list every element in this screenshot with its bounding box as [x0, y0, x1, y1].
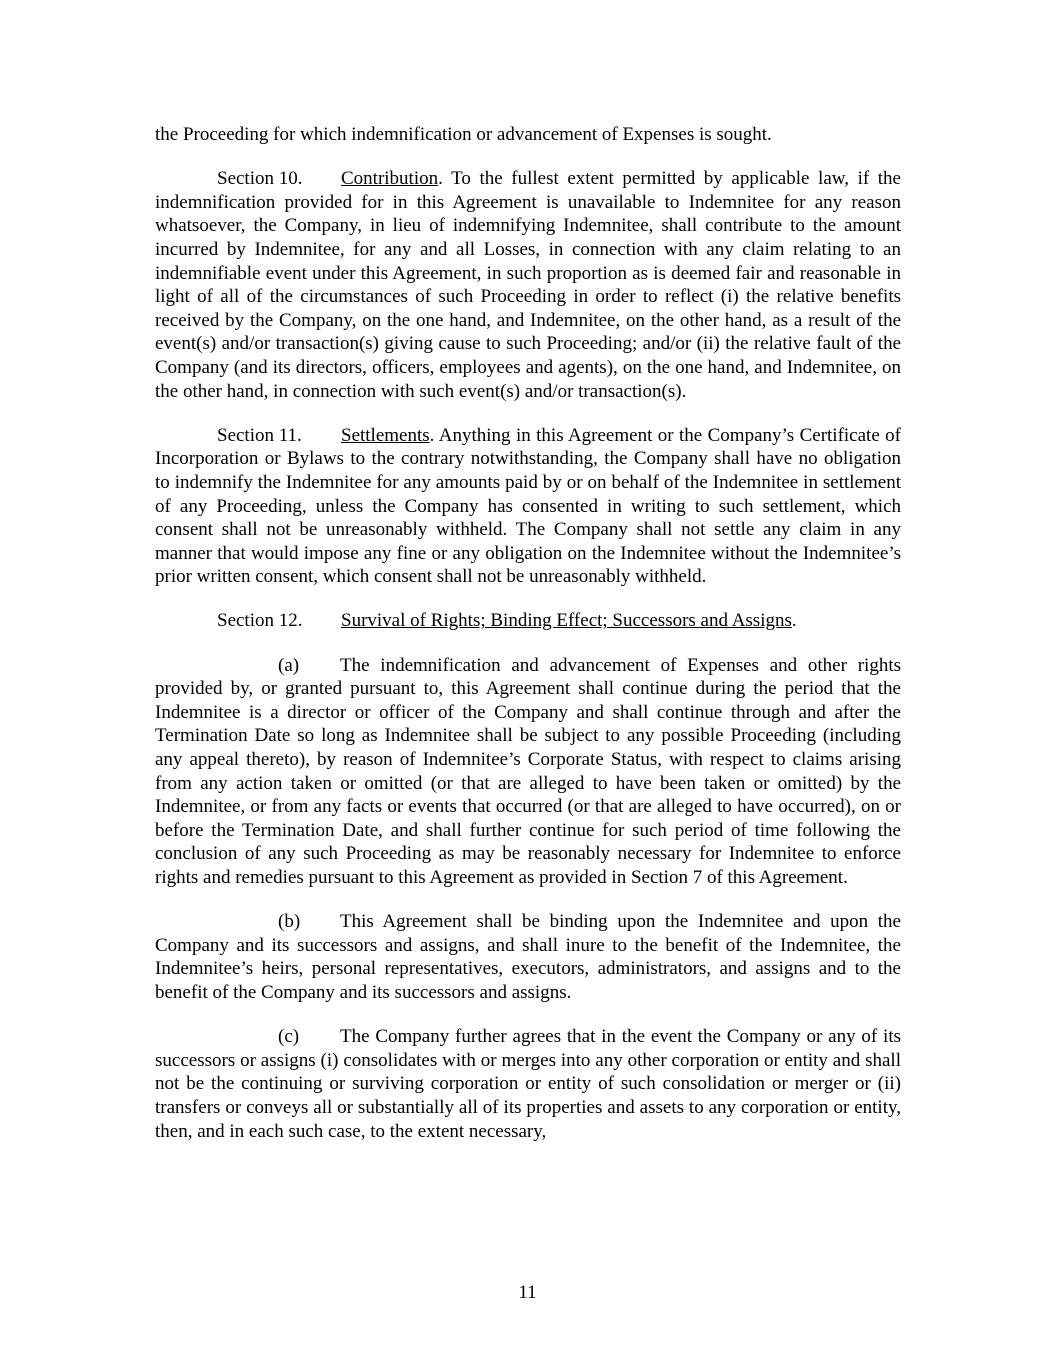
section-11-title: Settlements	[341, 424, 430, 446]
section-12-title: Survival of Rights; Binding Effect; Successors and Assigns	[341, 610, 792, 632]
section-12-heading	[155, 609, 901, 633]
continuation-paragraph	[155, 123, 901, 147]
continuation-text: the Proceeding for which indemnification or advancement of Expenses is sought.	[155, 124, 772, 145]
page-number: 11	[518, 1282, 537, 1303]
section-10-title: Contribution	[341, 168, 439, 190]
section-12a-paragraph	[155, 654, 901, 890]
section-10-label: Section 10.	[217, 168, 303, 190]
section-12-label: Section 12.	[217, 610, 303, 632]
section-12-text: .	[791, 610, 797, 632]
section-12b-text: This Agreement shall be binding upon the Indemnitee and upon the Company and its successors and assigns, and shall inure to the benefit of the Indemnitee, the Indemnitee’s heirs, personal representatives, executors, administrators, and assigns and to the benefit of the Company and its successors and assigns.	[155, 911, 901, 1003]
section-10-text: . To the fullest extent permitted by applicable law, if the indemnification provided for in this Agreement is unavailable to Indemnitee for any reason whatsoever, the Company, in lieu of indemnifying Indemnitee, shall contribute to the amount incurred by Indemnitee, for any and all Losses, in connection with any claim relating to an indemnifiable event under this Agreement, in such proportion as is deemed fair and reasonable in light of all of the circumstances of such Proceeding in order to reflect (i) the relative benefits received by the Company, on the one hand, and Indemnitee, on the other hand, as a result of the event(s) and/or transaction(s) giving cause to such Proceeding; and/or (ii) the relative fault of the Company (and its directors, officers, employees and agents), on the one hand, and Indemnitee, on the other hand, in connection with such event(s) and/or transaction(s).	[155, 168, 901, 402]
section-12a-text: The indemnification and advancement of Expenses and other rights provided by, or granted pursuant to, this Agreement shall continue during the period that the Indemnitee is a director or officer of the Company and shall continue through and after the Termination Date so long as Indemnitee shall be subject to any possible Proceeding (including any appeal thereto), by reason of Indemnitee’s Corporate Status, with respect to claims arising from any action taken or omitted (or that are alleged to have been taken or omitted) by the Indemnitee, or from any facts or events that occurred (or that are alleged to have occurred), on or before the Termination Date, and shall further continue for such period of time following the conclusion of any such Proceeding as may be reasonably necessary for Indemnitee to enforce rights and remedies pursuant to this Agreement as provided in Section 7 of this Agreement.	[155, 654, 901, 888]
section-12c-label: (c)	[278, 1026, 300, 1048]
section-10-paragraph	[155, 167, 901, 403]
section-12b-label: (b)	[278, 911, 301, 933]
section-12b-paragraph	[155, 910, 901, 1004]
section-12c-paragraph	[155, 1025, 901, 1143]
section-12a-label: (a)	[278, 654, 300, 676]
section-11-text: . Anything in this Agreement or the Company’s Certificate of Incorporation or Bylaws to the contrary notwithstanding, the Company shall have no obligation to indemnify the Indemnitee for any amounts paid by or on behalf of the Indemnitee in settlement of any Proceeding, unless the Company has consented in writing to such settlement, which consent shall not be unreasonably withheld. The Company shall not settle any claim in any manner that would impose any fine or any obligation on the Indemnitee without the Indemnitee’s prior written consent, which consent shall not be unreasonably withheld.	[155, 424, 901, 588]
section-11-paragraph	[155, 424, 901, 589]
section-11-label: Section 11.	[217, 424, 302, 446]
document-page	[155, 123, 901, 1164]
section-12c-text: The Company further agrees that in the event the Company or any of its successors or assigns (i) consolidates with or merges into any other corporation or entity and shall not be the continuing or surviving corporation or entity of such consolidation or merger or (ii) transfers or conveys all or substantially all of its properties and assets to any corporation or entity, then, and in each such case, to the extent necessary,	[155, 1026, 901, 1142]
